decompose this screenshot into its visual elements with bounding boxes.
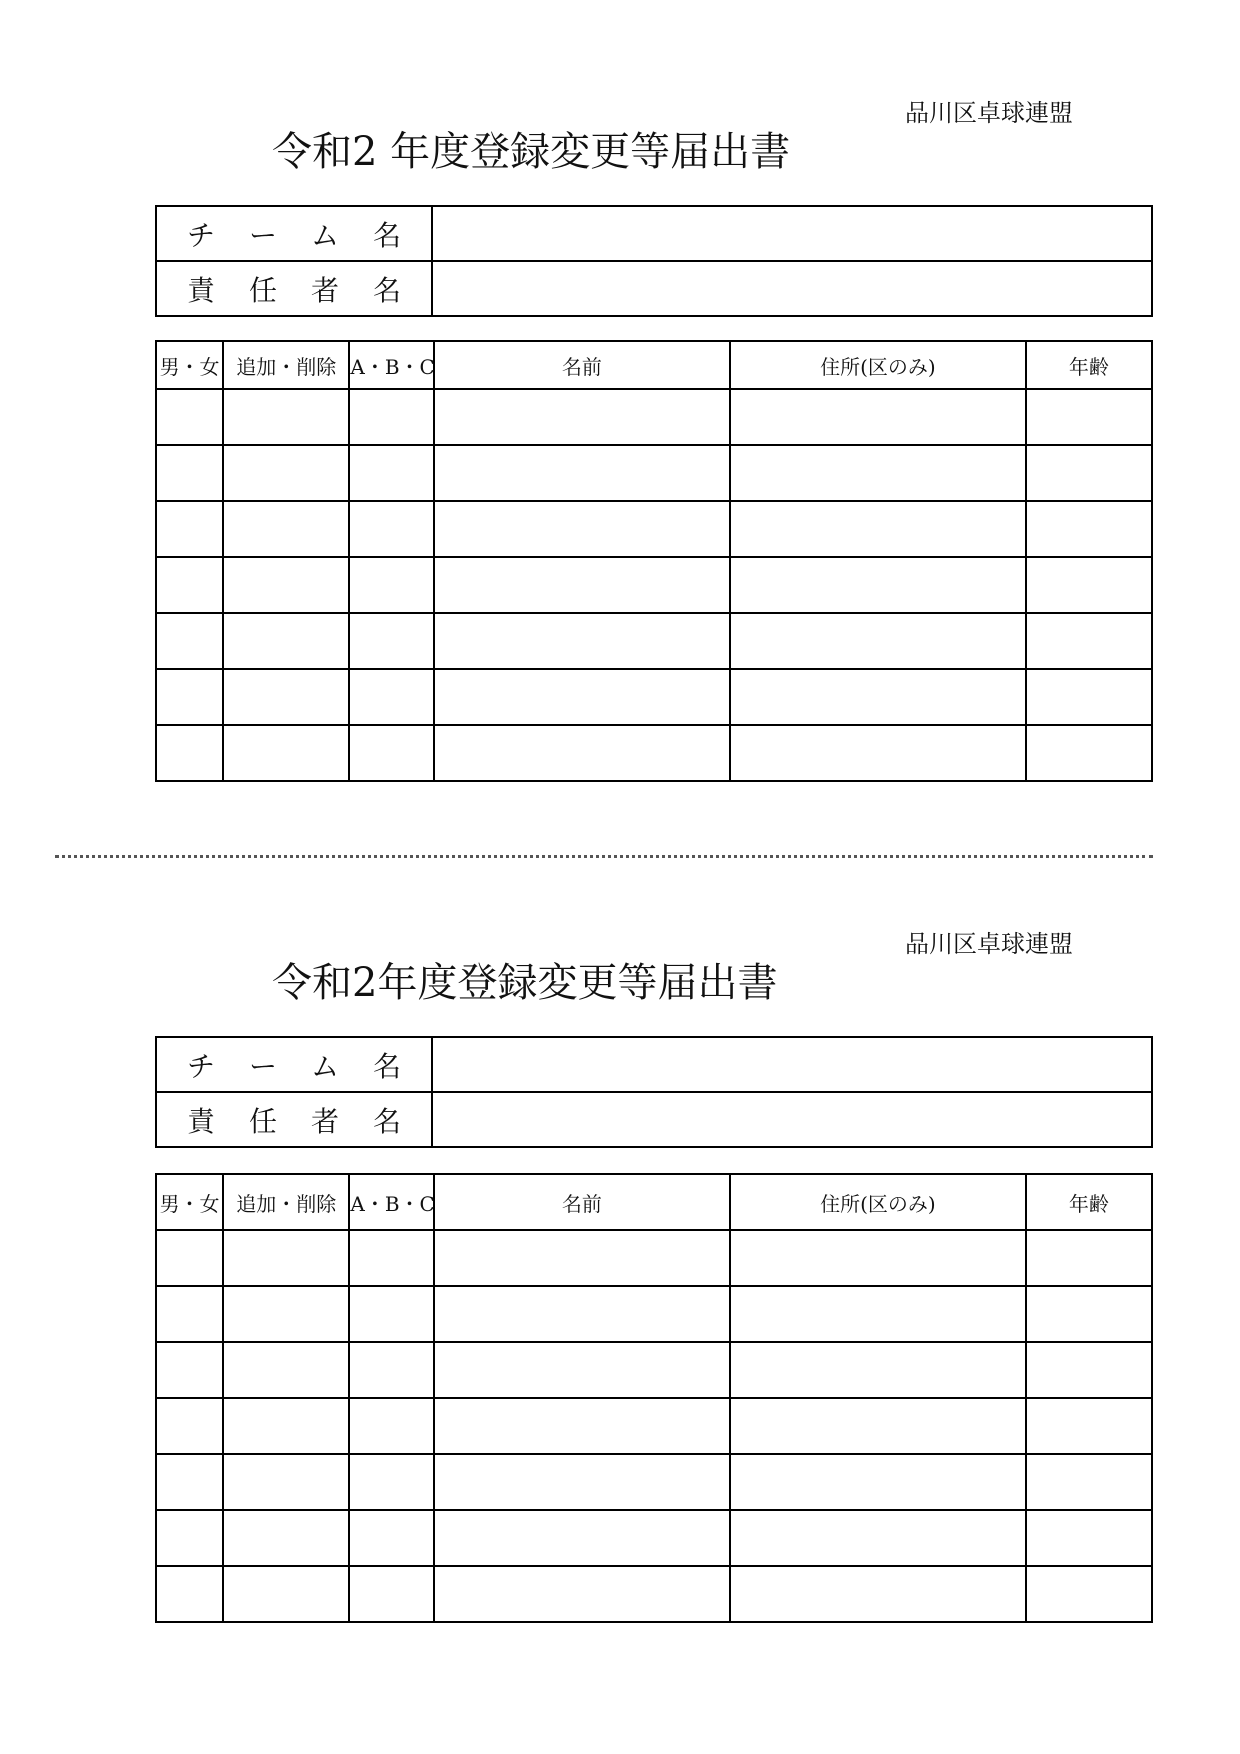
team-name-label: チ ー ム 名 (156, 1037, 432, 1092)
address-cell[interactable] (730, 1566, 1026, 1622)
age-cell[interactable] (1026, 501, 1152, 557)
class-cell[interactable] (349, 669, 433, 725)
organization-name: 品川区卓球連盟 (905, 930, 1073, 958)
manager-name-field[interactable] (432, 261, 1152, 316)
form-title: 令和2年度登録変更等届出書 (272, 960, 778, 1006)
class-cell[interactable] (349, 445, 433, 501)
age-cell[interactable] (1026, 1342, 1152, 1398)
gender-cell[interactable] (156, 1566, 223, 1622)
address-cell[interactable] (730, 725, 1026, 781)
class-cell[interactable] (349, 557, 433, 613)
address-cell[interactable] (730, 669, 1026, 725)
name-cell[interactable] (434, 1342, 731, 1398)
team-name-field[interactable] (432, 1037, 1152, 1092)
form-title: 令和2 年度登録変更等届出書 (272, 129, 791, 175)
add-remove-cell[interactable] (223, 1566, 349, 1622)
table-row (156, 445, 1152, 501)
add-remove-cell[interactable] (223, 725, 349, 781)
roster-table (155, 340, 1153, 782)
address-cell[interactable] (730, 445, 1026, 501)
name-cell[interactable] (434, 1510, 731, 1566)
header-add-remove: 追加・削除 (223, 341, 349, 389)
manager-name-label: 責 任 者 名 (156, 1092, 432, 1147)
name-cell[interactable] (434, 445, 731, 501)
header-gender: 男・女 (156, 341, 223, 389)
age-cell[interactable] (1026, 613, 1152, 669)
organization-name: 品川区卓球連盟 (905, 99, 1073, 127)
gender-cell[interactable] (156, 725, 223, 781)
address-cell[interactable] (730, 1398, 1026, 1454)
address-cell[interactable] (730, 1454, 1026, 1510)
gender-cell[interactable] (156, 669, 223, 725)
address-cell[interactable] (730, 557, 1026, 613)
age-cell[interactable] (1026, 669, 1152, 725)
gender-cell[interactable] (156, 389, 223, 445)
table-row (156, 1454, 1152, 1510)
age-cell[interactable] (1026, 1454, 1152, 1510)
table-row (156, 557, 1152, 613)
table-row (156, 501, 1152, 557)
name-cell[interactable] (434, 1566, 731, 1622)
age-cell[interactable] (1026, 1230, 1152, 1286)
table-row (156, 1398, 1152, 1454)
table-row (156, 1566, 1152, 1622)
header-add-remove: 追加・削除 (223, 1174, 349, 1230)
add-remove-cell[interactable] (223, 1286, 349, 1342)
header-address: 住所(区のみ) (730, 341, 1026, 389)
table-row (156, 613, 1152, 669)
team-info-table (155, 205, 1153, 317)
header-gender: 男・女 (156, 1174, 223, 1230)
add-remove-cell[interactable] (223, 1230, 349, 1286)
gender-cell[interactable] (156, 1286, 223, 1342)
add-remove-cell[interactable] (223, 669, 349, 725)
class-cell[interactable] (349, 1398, 433, 1454)
table-row (156, 1286, 1152, 1342)
gender-cell[interactable] (156, 1510, 223, 1566)
header-name: 名前 (434, 341, 731, 389)
name-cell[interactable] (434, 557, 731, 613)
gender-cell[interactable] (156, 1454, 223, 1510)
name-cell[interactable] (434, 613, 731, 669)
name-cell[interactable] (434, 501, 731, 557)
class-cell[interactable] (349, 501, 433, 557)
gender-cell[interactable] (156, 501, 223, 557)
roster-header-row (156, 341, 1152, 389)
add-remove-cell[interactable] (223, 1342, 349, 1398)
gender-cell[interactable] (156, 1342, 223, 1398)
class-cell[interactable] (349, 1454, 433, 1510)
age-cell[interactable] (1026, 1398, 1152, 1454)
form-2 (0, 830, 1240, 1530)
roster-table (155, 1173, 1153, 1623)
name-cell[interactable] (434, 669, 731, 725)
class-cell[interactable] (349, 613, 433, 669)
class-cell[interactable] (349, 725, 433, 781)
class-cell[interactable] (349, 1230, 433, 1286)
address-cell[interactable] (730, 1510, 1026, 1566)
name-cell[interactable] (434, 1454, 731, 1510)
name-cell[interactable] (434, 1230, 731, 1286)
form-1 (0, 0, 1240, 700)
address-cell[interactable] (730, 613, 1026, 669)
gender-cell[interactable] (156, 445, 223, 501)
gender-cell[interactable] (156, 1230, 223, 1286)
roster-header-row (156, 1174, 1152, 1230)
table-row (156, 1230, 1152, 1286)
address-cell[interactable] (730, 501, 1026, 557)
age-cell[interactable] (1026, 557, 1152, 613)
header-address: 住所(区のみ) (730, 1174, 1026, 1230)
header-name: 名前 (434, 1174, 731, 1230)
add-remove-cell[interactable] (223, 1398, 349, 1454)
class-cell[interactable] (349, 1342, 433, 1398)
address-cell[interactable] (730, 1286, 1026, 1342)
name-cell[interactable] (434, 1286, 731, 1342)
age-cell[interactable] (1026, 1510, 1152, 1566)
gender-cell[interactable] (156, 557, 223, 613)
add-remove-cell[interactable] (223, 557, 349, 613)
name-cell[interactable] (434, 725, 731, 781)
manager-name-label: 責 任 者 名 (156, 261, 432, 316)
age-cell[interactable] (1026, 389, 1152, 445)
header-age: 年齢 (1026, 1174, 1152, 1230)
address-cell[interactable] (730, 1230, 1026, 1286)
gender-cell[interactable] (156, 1398, 223, 1454)
age-cell[interactable] (1026, 1566, 1152, 1622)
gender-cell[interactable] (156, 613, 223, 669)
add-remove-cell[interactable] (223, 445, 349, 501)
age-cell[interactable] (1026, 445, 1152, 501)
table-row (156, 389, 1152, 445)
team-name-label: チ ー ム 名 (156, 206, 432, 261)
manager-name-field[interactable] (432, 1092, 1152, 1147)
table-row (156, 725, 1152, 781)
header-age: 年齢 (1026, 341, 1152, 389)
table-row (156, 1510, 1152, 1566)
address-cell[interactable] (730, 1342, 1026, 1398)
age-cell[interactable] (1026, 1286, 1152, 1342)
class-cell[interactable] (349, 1566, 433, 1622)
address-cell[interactable] (730, 389, 1026, 445)
age-cell[interactable] (1026, 725, 1152, 781)
header-class: A・B・C (349, 1174, 433, 1230)
team-info-table (155, 1036, 1153, 1148)
add-remove-cell[interactable] (223, 501, 349, 557)
add-remove-cell[interactable] (223, 389, 349, 445)
table-row (156, 669, 1152, 725)
name-cell[interactable] (434, 389, 731, 445)
class-cell[interactable] (349, 389, 433, 445)
add-remove-cell[interactable] (223, 613, 349, 669)
header-class: A・B・C (349, 341, 433, 389)
add-remove-cell[interactable] (223, 1454, 349, 1510)
add-remove-cell[interactable] (223, 1510, 349, 1566)
class-cell[interactable] (349, 1286, 433, 1342)
table-row (156, 1342, 1152, 1398)
team-name-field[interactable] (432, 206, 1152, 261)
class-cell[interactable] (349, 1510, 433, 1566)
name-cell[interactable] (434, 1398, 731, 1454)
